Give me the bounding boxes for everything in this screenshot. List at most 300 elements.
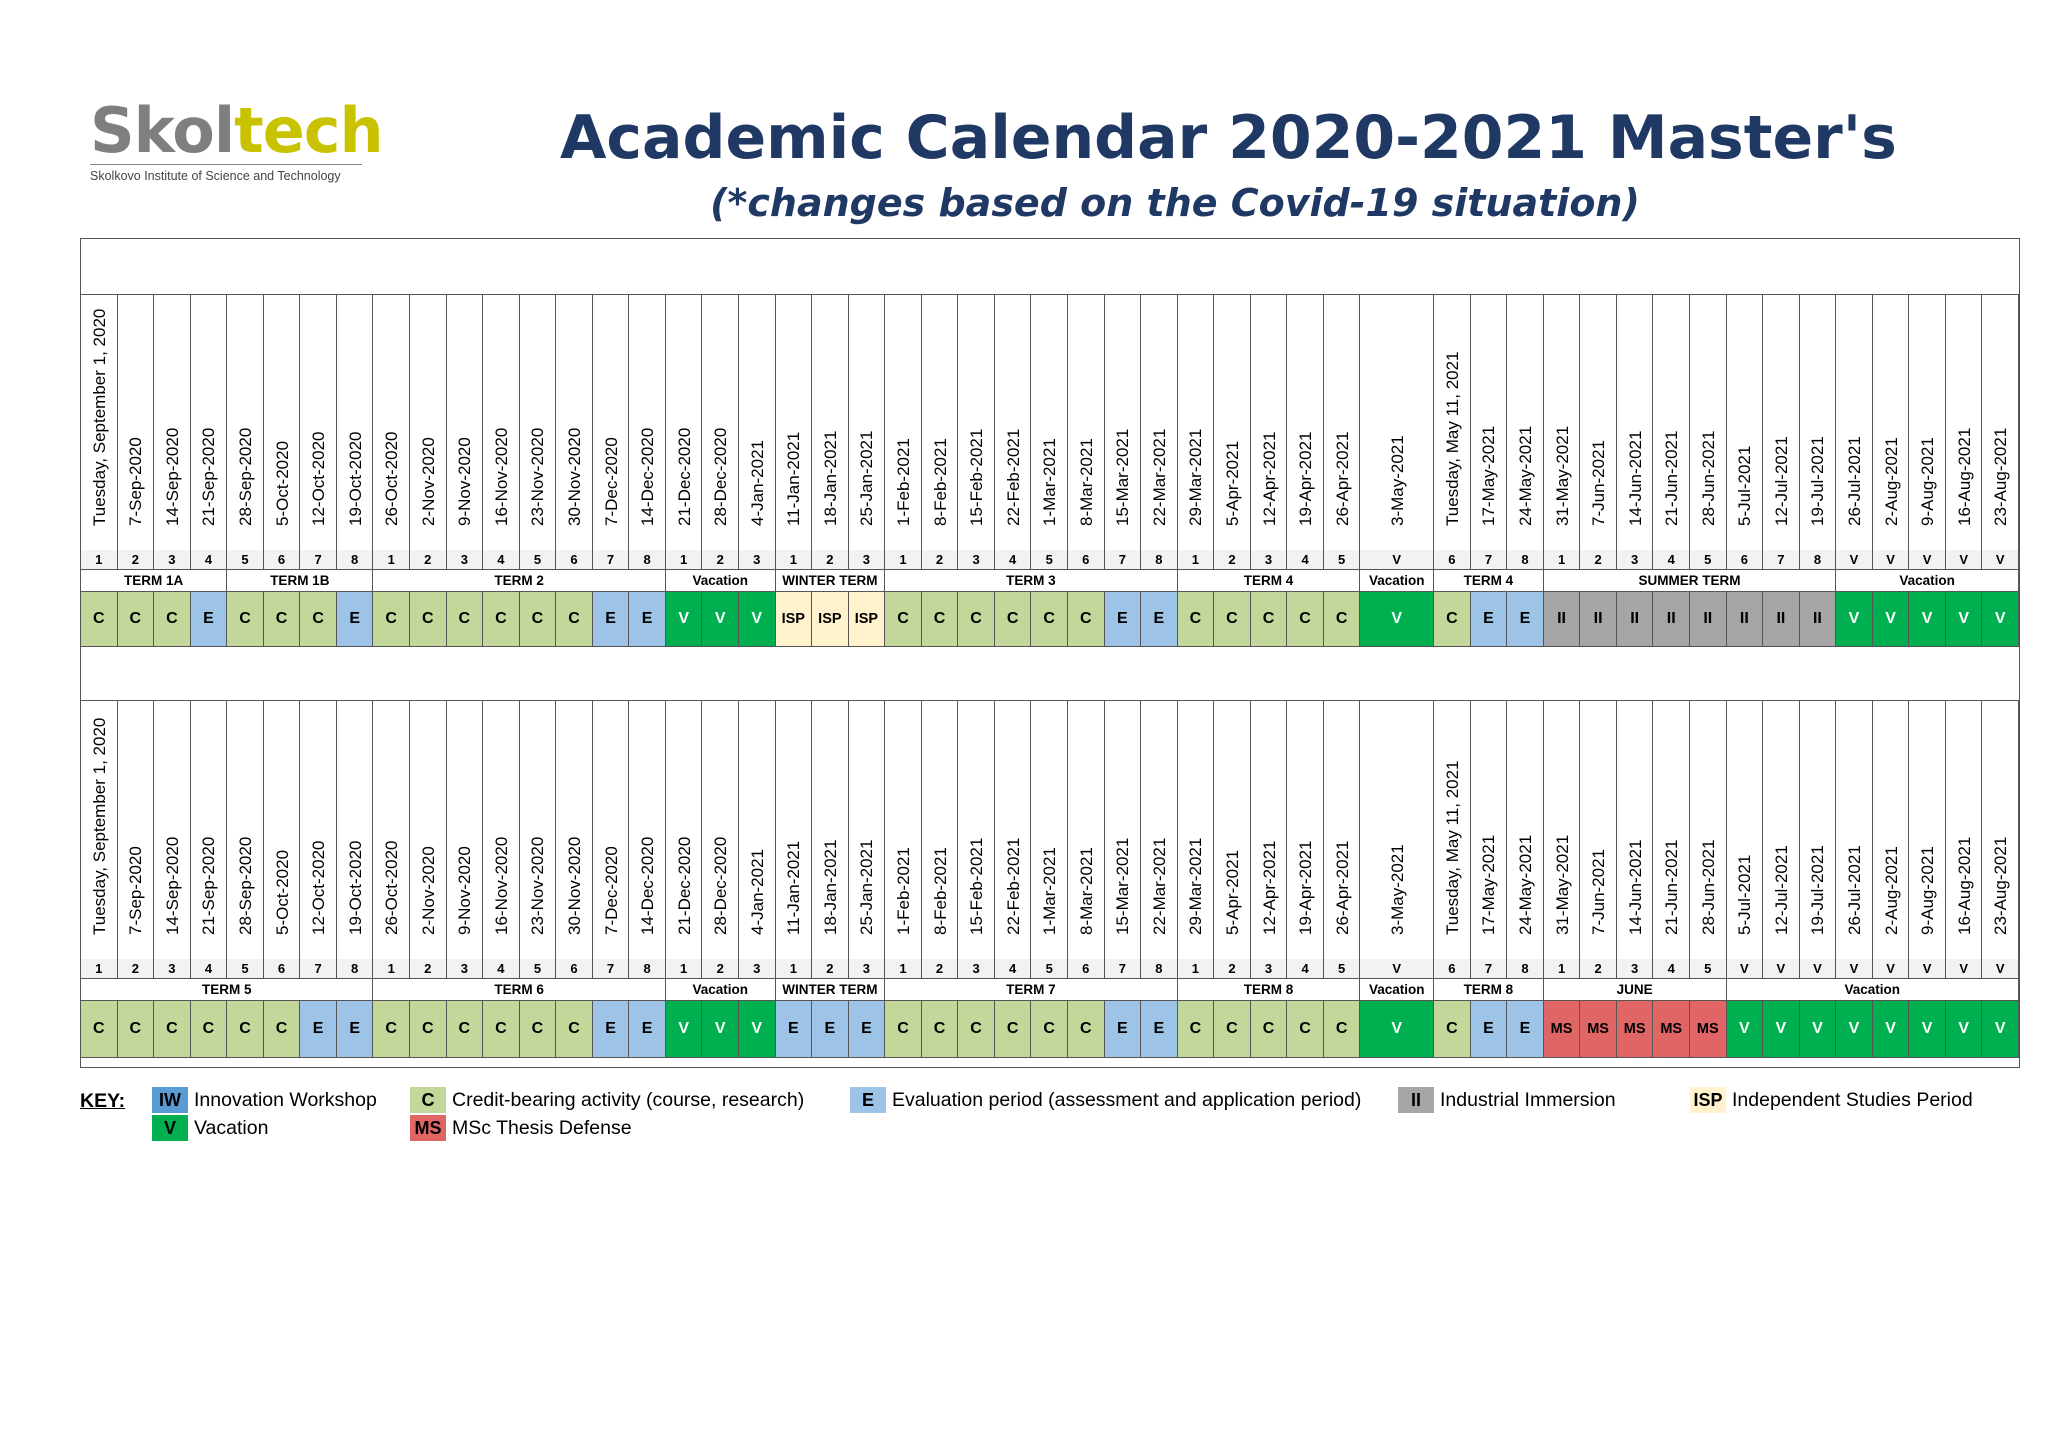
week-number-cell: 5: [1031, 550, 1068, 570]
week-number-cell: 2: [118, 959, 155, 979]
week-number-cell: 4: [1653, 550, 1690, 570]
date-cell: [410, 701, 447, 959]
week-number-cell: 5: [520, 959, 557, 979]
activity-cell: C: [447, 1001, 484, 1058]
week-number-cell: V: [1873, 959, 1910, 979]
activity-cell: E: [1507, 1001, 1544, 1058]
week-date-label: 15-Feb-2021: [967, 428, 987, 526]
date-cell: [702, 295, 739, 550]
week-number-cell: V: [1873, 550, 1910, 570]
term-label-cell: TERM 5: [81, 979, 373, 1001]
activity-cell: V: [1946, 592, 1983, 647]
activity-cell: C: [995, 1001, 1032, 1058]
week-date-label: 9-Aug-2021: [1918, 437, 1938, 526]
date-cell: [1763, 701, 1800, 959]
week-number-cell: V: [1763, 959, 1800, 979]
week-date-label: 14-Jun-2021: [1625, 839, 1645, 935]
date-cell: [739, 295, 776, 550]
date-cell: [1434, 295, 1471, 550]
week-date-label: 15-Mar-2021: [1113, 837, 1133, 935]
activity-cell: E: [1471, 592, 1508, 647]
date-cell: [885, 295, 922, 550]
week-number-cell: 2: [1214, 959, 1251, 979]
week-number-cell: 5: [1690, 959, 1727, 979]
key-swatch: IW: [152, 1087, 188, 1113]
week-date-label: Tuesday, May 11, 2021: [1442, 351, 1462, 526]
week-date-label: 7-Jun-2021: [1589, 848, 1609, 935]
date-cell: [739, 701, 776, 959]
activity-cell: C: [483, 1001, 520, 1058]
activity-cell: MS: [1580, 1001, 1617, 1058]
week-date-label: 11-Jan-2021: [784, 840, 804, 935]
week-date-label: 18-Jan-2021: [820, 839, 840, 935]
date-cell: [1690, 701, 1727, 959]
key-swatch: MS: [410, 1115, 446, 1141]
week-number-cell: 5: [520, 550, 557, 570]
week-number-cell: 8: [629, 550, 666, 570]
activity-cell: V: [1836, 1001, 1873, 1058]
date-cell: [885, 701, 922, 959]
activity-cell: V: [1909, 1001, 1946, 1058]
term-label-cell: JUNE: [1544, 979, 1727, 1001]
activity-cell: II: [1763, 592, 1800, 647]
date-cell: [1287, 295, 1324, 550]
week-number-cell: 1: [776, 550, 813, 570]
activity-cell: C: [154, 592, 191, 647]
date-cell: [191, 701, 228, 959]
activity-cell: C: [154, 1001, 191, 1058]
date-cell: [1727, 701, 1764, 959]
week-date-label: 28-Jun-2021: [1698, 839, 1718, 935]
week-number-cell: 3: [739, 959, 776, 979]
date-cell: [1946, 295, 1983, 550]
date-cell: [483, 701, 520, 959]
week-date-label: 26-Apr-2021: [1332, 431, 1352, 526]
activity-cell: V: [666, 592, 703, 647]
week-date-label: 9-Nov-2020: [455, 846, 475, 935]
week-date-label: 5-Oct-2020: [272, 849, 292, 935]
date-cell: [1434, 701, 1471, 959]
week-number-cell: 2: [1580, 550, 1617, 570]
week-number-cell: 7: [1105, 959, 1142, 979]
activity-cell: C: [1324, 1001, 1361, 1058]
week-number-cell: 1: [373, 959, 410, 979]
week-number-cell: 5: [227, 959, 264, 979]
week-date-label: 19-Oct-2020: [345, 840, 365, 935]
activity-cell: MS: [1617, 1001, 1654, 1058]
week-date-label: 7-Sep-2020: [126, 437, 146, 526]
week-date-label: 28-Sep-2020: [235, 836, 255, 935]
date-cell: [849, 701, 886, 959]
week-date-label: 26-Oct-2020: [382, 431, 402, 526]
week-number-cell: 1: [666, 959, 703, 979]
activity-cell: II: [1690, 592, 1727, 647]
week-number-cell: 8: [1141, 550, 1178, 570]
week-number-cell: 5: [1324, 959, 1361, 979]
page-title: Academic Calendar 2020-2021 Master's: [560, 103, 1897, 173]
date-cell: [227, 701, 264, 959]
week-number-cell: V: [1836, 959, 1873, 979]
date-cell: [1251, 701, 1288, 959]
date-cell: [410, 295, 447, 550]
activity-cell: ISP: [776, 592, 813, 647]
activity-cell: C: [520, 1001, 557, 1058]
week-number-cell: 3: [958, 959, 995, 979]
date-cell: [995, 295, 1032, 550]
week-number-cell: 3: [154, 959, 191, 979]
week-number-cell: 6: [1727, 550, 1764, 570]
date-cell: [1471, 701, 1508, 959]
activity-cell: C: [1068, 592, 1105, 647]
week-date-label: 7-Dec-2020: [601, 437, 621, 526]
page-subtitle: (*changes based on the Covid-19 situation): [710, 181, 1640, 225]
key-item: [410, 1114, 632, 1142]
week-date-label: Tuesday, May 11, 2021: [1442, 760, 1462, 935]
week-number-cell: 3: [1617, 550, 1654, 570]
week-number-cell: 3: [447, 550, 484, 570]
key-item: [152, 1114, 268, 1142]
activity-cell: E: [1141, 1001, 1178, 1058]
activity-cell: E: [849, 1001, 886, 1058]
activity-cell: V: [1873, 592, 1910, 647]
week-date-label: Tuesday, September 1, 2020: [89, 308, 109, 526]
key-swatch: V: [152, 1115, 188, 1141]
week-date-label: 18-Jan-2021: [820, 430, 840, 526]
date-cell: [1982, 701, 2019, 959]
activity-cell: V: [1727, 1001, 1764, 1058]
date-cell: [1141, 295, 1178, 550]
week-number-cell: 1: [666, 550, 703, 570]
week-date-label: 17-May-2021: [1479, 425, 1499, 526]
week-date-label: 14-Sep-2020: [162, 427, 182, 526]
week-date-label: 7-Jun-2021: [1589, 439, 1609, 526]
activity-cell: C: [373, 592, 410, 647]
week-number-cell: 5: [1031, 959, 1068, 979]
week-date-label: 12-Oct-2020: [309, 431, 329, 526]
activity-cell: C: [410, 1001, 447, 1058]
week-number-cell: 3: [849, 959, 886, 979]
activity-cell: C: [81, 1001, 118, 1058]
activity-cell: C: [300, 592, 337, 647]
week-date-label: 23-Nov-2020: [528, 427, 548, 526]
date-cell: [154, 701, 191, 959]
week-number-cell: 1: [885, 959, 922, 979]
logo-wordmark: Skoltech: [90, 94, 383, 167]
week-date-label: 14-Dec-2020: [638, 427, 658, 526]
week-date-label: 26-Jul-2021: [1844, 845, 1864, 935]
date-cell: [1580, 701, 1617, 959]
activity-cell: E: [776, 1001, 813, 1058]
activity-cell: C: [1287, 592, 1324, 647]
week-number-cell: 4: [1653, 959, 1690, 979]
week-date-label: 5-Jul-2021: [1735, 854, 1755, 935]
key-swatch: ISP: [1690, 1087, 1726, 1113]
date-cell: [447, 295, 484, 550]
date-cell: [1544, 701, 1581, 959]
activity-cell: C: [520, 592, 557, 647]
date-cell: [1141, 701, 1178, 959]
date-cell: [1946, 701, 1983, 959]
week-date-label: 2-Nov-2020: [418, 846, 438, 935]
date-cell: [191, 295, 228, 550]
week-date-label: 26-Jul-2021: [1844, 436, 1864, 526]
date-cell: [593, 701, 630, 959]
activity-cell: C: [958, 592, 995, 647]
date-cell: [1324, 701, 1361, 959]
term-label-cell: Vacation: [666, 979, 776, 1001]
logo-subtitle: Skolkovo Institute of Science and Technology: [90, 169, 341, 183]
date-cell: [1105, 295, 1142, 550]
week-number-cell: V: [1909, 959, 1946, 979]
activity-cell: E: [1141, 592, 1178, 647]
key-description: MSc Thesis Defense: [452, 1116, 632, 1139]
date-cell: [922, 295, 959, 550]
week-date-label: 16-Nov-2020: [491, 427, 511, 526]
date-cell: [593, 295, 630, 550]
date-cell: [154, 295, 191, 550]
key-label: KEY:: [80, 1090, 126, 1112]
week-date-label: 2-Aug-2021: [1881, 846, 1901, 935]
week-date-label: 17-May-2021: [1479, 834, 1499, 935]
key-swatch: C: [410, 1087, 446, 1113]
week-date-label: 26-Apr-2021: [1332, 840, 1352, 935]
activity-cell: V: [1982, 592, 2019, 647]
activity-cell: C: [483, 592, 520, 647]
week-date-label: 25-Jan-2021: [857, 839, 877, 935]
term-label-cell: TERM 2: [373, 570, 665, 592]
week-number-cell: 7: [1763, 550, 1800, 570]
date-cell: [1653, 701, 1690, 959]
week-number-cell: 4: [1287, 550, 1324, 570]
activity-cell: E: [191, 592, 228, 647]
week-number-cell: 2: [922, 550, 959, 570]
week-date-label: 22-Mar-2021: [1149, 837, 1169, 935]
week-date-label: 2-Aug-2021: [1881, 437, 1901, 526]
activity-cell: II: [1800, 592, 1837, 647]
blank-header-row: [81, 647, 2019, 701]
week-number-cell: 6: [556, 959, 593, 979]
date-cell: [666, 701, 703, 959]
activity-cell: C: [1324, 592, 1361, 647]
activity-cell: E: [1507, 592, 1544, 647]
date-cell: [300, 701, 337, 959]
date-cell: [1031, 295, 1068, 550]
date-cell: [556, 295, 593, 550]
date-cell: [520, 701, 557, 959]
week-number-cell: 7: [1471, 959, 1508, 979]
week-date-label: 31-May-2021: [1552, 425, 1572, 526]
activity-cell: MS: [1544, 1001, 1581, 1058]
term-label-cell: TERM 7: [885, 979, 1177, 1001]
week-date-label: 15-Feb-2021: [967, 837, 987, 935]
activity-cell: C: [1214, 1001, 1251, 1058]
date-cell: [373, 295, 410, 550]
date-cell: [1105, 701, 1142, 959]
date-cell: [1507, 295, 1544, 550]
week-date-label: Tuesday, September 1, 2020: [89, 717, 109, 935]
date-cell: [1507, 701, 1544, 959]
week-date-label: 21-Dec-2020: [674, 836, 694, 935]
date-cell: [776, 701, 813, 959]
activity-cell: E: [337, 1001, 374, 1058]
week-number-cell: 1: [1178, 959, 1215, 979]
week-number-cell: 7: [593, 959, 630, 979]
activity-cell: V: [1873, 1001, 1910, 1058]
activity-cell: C: [1214, 592, 1251, 647]
week-date-label: 26-Oct-2020: [382, 840, 402, 935]
activity-cell: C: [958, 1001, 995, 1058]
date-cell: [556, 701, 593, 959]
week-number-cell: 4: [191, 550, 228, 570]
week-number-cell: 4: [483, 550, 520, 570]
date-cell: [1031, 701, 1068, 959]
activity-cell: V: [702, 592, 739, 647]
blank-header-row: [81, 239, 2019, 295]
week-number-cell: V: [1909, 550, 1946, 570]
activity-cell: II: [1653, 592, 1690, 647]
activity-cell: MS: [1690, 1001, 1727, 1058]
key-item: [1398, 1086, 1616, 1114]
activity-cell: II: [1580, 592, 1617, 647]
activity-cell: C: [227, 592, 264, 647]
week-date-label: 28-Sep-2020: [235, 427, 255, 526]
activity-cell: C: [410, 592, 447, 647]
week-number-cell: 3: [739, 550, 776, 570]
date-cell: [1800, 295, 1837, 550]
activity-cell: C: [227, 1001, 264, 1058]
activity-cell: V: [702, 1001, 739, 1058]
date-cell: [1873, 701, 1910, 959]
activity-cell: C: [885, 592, 922, 647]
activity-cell: C: [1031, 592, 1068, 647]
date-cell: [958, 701, 995, 959]
week-number-cell: 1: [1178, 550, 1215, 570]
activity-cell: C: [922, 592, 959, 647]
activity-cell: E: [337, 592, 374, 647]
week-number-cell: 2: [118, 550, 155, 570]
date-cell: [81, 295, 118, 550]
week-date-label: 19-Jul-2021: [1808, 436, 1828, 526]
week-number-cell: V: [1727, 959, 1764, 979]
week-number-cell: 3: [849, 550, 886, 570]
week-number-cell: 1: [1544, 550, 1581, 570]
activity-cell: V: [739, 592, 776, 647]
date-cell: [1068, 701, 1105, 959]
term-label-cell: TERM 4: [1178, 570, 1361, 592]
week-date-label: 16-Aug-2021: [1954, 836, 1974, 935]
week-date-label: 1-Feb-2021: [893, 438, 913, 526]
week-date-label: 25-Jan-2021: [857, 430, 877, 526]
week-date-label: 14-Sep-2020: [162, 836, 182, 935]
key-description: Credit-bearing activity (course, research): [452, 1088, 805, 1111]
activity-cell: ISP: [849, 592, 886, 647]
week-number-cell: 6: [1434, 550, 1471, 570]
week-date-label: 1-Feb-2021: [893, 847, 913, 935]
activity-cell: E: [1471, 1001, 1508, 1058]
week-date-label: 14-Dec-2020: [638, 836, 658, 935]
week-date-label: 31-May-2021: [1552, 834, 1572, 935]
week-number-cell: 4: [483, 959, 520, 979]
date-cell: [1360, 295, 1434, 550]
term-label-cell: Vacation: [666, 570, 776, 592]
key-item: [152, 1086, 377, 1114]
week-number-cell: 3: [1251, 550, 1288, 570]
date-cell: [1544, 295, 1581, 550]
week-date-label: 15-Mar-2021: [1113, 428, 1133, 526]
activity-cell: V: [739, 1001, 776, 1058]
activity-cell: E: [593, 592, 630, 647]
week-date-label: 5-Apr-2021: [1222, 440, 1242, 526]
date-cell: [264, 295, 301, 550]
week-number-cell: 2: [702, 959, 739, 979]
activity-cell: C: [264, 592, 301, 647]
date-cell: [227, 295, 264, 550]
week-date-label: 2-Nov-2020: [418, 437, 438, 526]
date-cell: [776, 295, 813, 550]
week-date-label: 5-Oct-2020: [272, 440, 292, 526]
activity-cell: C: [191, 1001, 228, 1058]
activity-cell: ISP: [812, 592, 849, 647]
week-number-cell: 2: [922, 959, 959, 979]
week-number-cell: 3: [154, 550, 191, 570]
activity-cell: C: [556, 1001, 593, 1058]
date-cell: [1763, 295, 1800, 550]
term-label-cell: Vacation: [1360, 570, 1434, 592]
week-date-label: 22-Mar-2021: [1149, 428, 1169, 526]
date-cell: [958, 295, 995, 550]
date-cell: [1690, 295, 1727, 550]
date-cell: [1617, 295, 1654, 550]
date-cell: [1617, 701, 1654, 959]
week-number-cell: 2: [410, 550, 447, 570]
date-cell: [483, 295, 520, 550]
date-cell: [1360, 701, 1434, 959]
date-cell: [666, 295, 703, 550]
date-cell: [849, 295, 886, 550]
activity-cell: C: [118, 592, 155, 647]
week-date-label: 9-Aug-2021: [1918, 846, 1938, 935]
week-number-cell: 1: [81, 550, 118, 570]
week-date-label: 19-Oct-2020: [345, 431, 365, 526]
date-cell: [118, 295, 155, 550]
calendar-table: [80, 238, 2020, 1068]
week-number-cell: 4: [995, 959, 1032, 979]
week-number-cell: 6: [1068, 959, 1105, 979]
activity-cell: C: [1031, 1001, 1068, 1058]
week-number-cell: 3: [1251, 959, 1288, 979]
week-date-label: 12-Jul-2021: [1771, 845, 1791, 935]
week-date-label: 5-Apr-2021: [1222, 849, 1242, 935]
week-number-cell: 6: [1068, 550, 1105, 570]
activity-cell: V: [1946, 1001, 1983, 1058]
week-date-label: 8-Feb-2021: [930, 438, 950, 526]
week-date-label: 8-Mar-2021: [1076, 847, 1096, 935]
activity-cell: E: [593, 1001, 630, 1058]
week-date-label: 23-Nov-2020: [528, 836, 548, 935]
week-date-label: 12-Apr-2021: [1259, 431, 1279, 526]
date-cell: [1836, 295, 1873, 550]
date-cell: [629, 295, 666, 550]
date-cell: [1471, 295, 1508, 550]
activity-cell: C: [1178, 1001, 1215, 1058]
week-number-cell: 4: [995, 550, 1032, 570]
date-cell: [1068, 295, 1105, 550]
week-number-cell: 7: [300, 550, 337, 570]
week-date-label: 7-Dec-2020: [601, 846, 621, 935]
week-date-label: 21-Sep-2020: [199, 427, 219, 526]
activity-cell: C: [995, 592, 1032, 647]
term-label-cell: WINTER TERM: [776, 570, 886, 592]
